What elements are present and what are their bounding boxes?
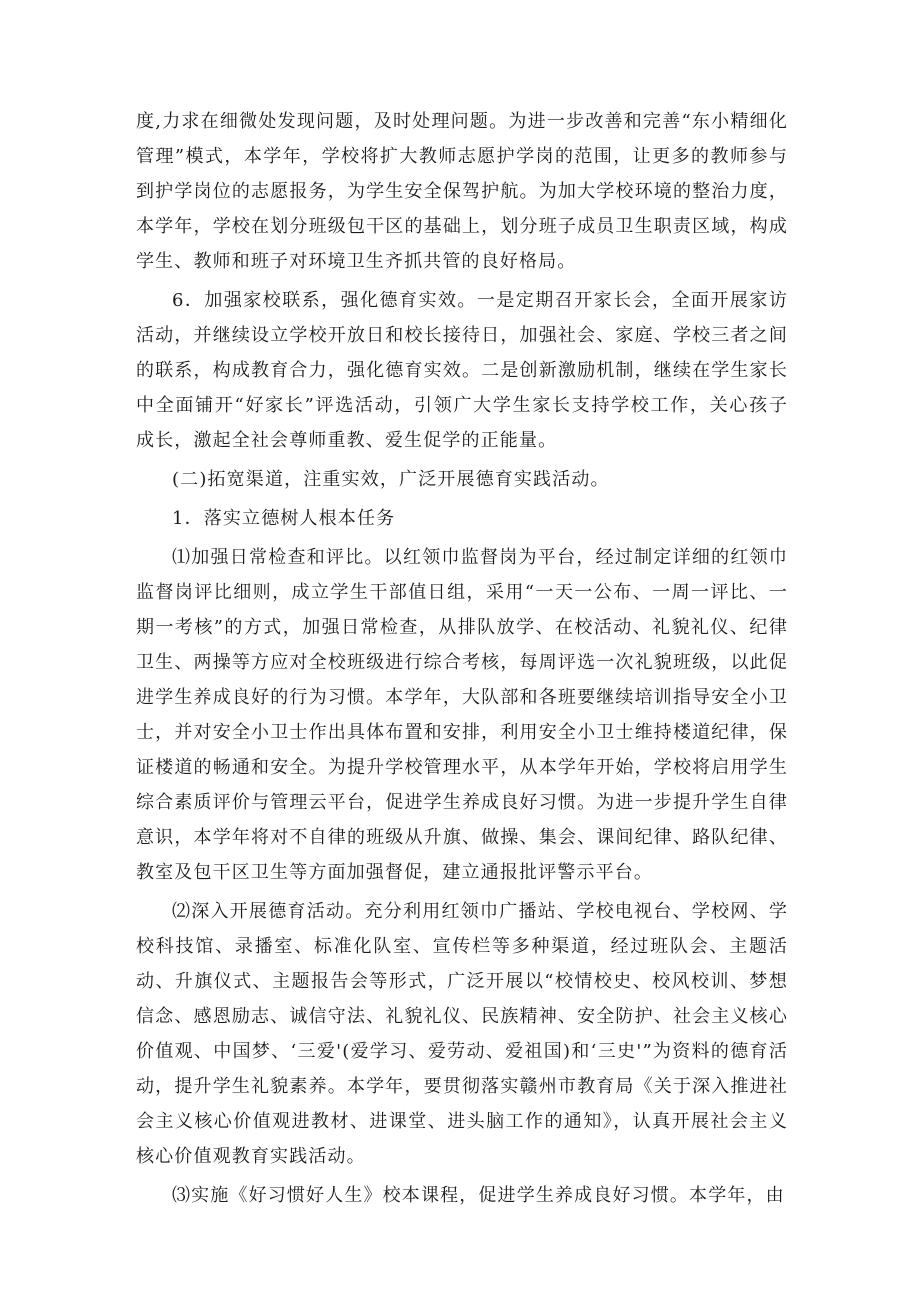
subheading-moral-education-task: 1．落实立德树人根本任务: [172, 508, 396, 529]
paragraph-moral-activities: ⑵深入开展德育活动。充分利用红领巾广播站、学校电视台、学校网、学校科技馆、录播室、标准化队室、宣传栏等多种渠道，经过班队会、主题活动、升旗仪式、主题报告会等形式，广泛开展以“校情校史、校风校训、梦想信念、感恩励志、诚信守法、礼貌礼仪、民族精神、安全防护、社会主义核心价值观、中国梦、‘三爱'(爱学习、爱劳动、爱祖国)和‘三史'”为资料的德育活动，提升学生礼貌素养。本学年，要贯彻落实赣州市教育局《关于深入推进社会主义核心价值观进教材、进课堂、进头脑工作的通知》，认真开展社会主义核心价值观教育实践活动。: [136, 901, 788, 1167]
paragraph-home-school-link: 6．加强家校联系，强化德育实效。一是定期召开家长会，全面开展家访活动，并继续设立学校开放日和校长接待日，加强社会、家庭、学校三者之间的联系，构成教育合力，强化德育实效。二是创新激励机制，继续在学生家长中全面铺开“好家长”评选活动，引领广大学生家长支持学校工作，关心孩子成长，激起全社会尊师重教、爱生促学的正能量。: [136, 290, 788, 451]
paragraph-management-model: 度,力求在细微处发现问题，及时处理问题。为进一步改善和完善“东小精细化管理”模式，本学年，学校将扩大教师志愿护学岗的范围，让更多的教师参与到护学岗位的志愿报务，为学生安全保驾护航。为加大学校环境的整治力度，本学年，学校在划分班级包干区的基础上，划分班子成员卫生职责区域，构成学生、教师和班子对环境卫生齐抓共管的良好格局。: [136, 111, 788, 272]
paragraph-daily-inspection: ⑴加强日常检查和评比。以红领巾监督岗为平台，经过制定详细的红领巾监督岗评比细则，成立学生干部值日组，采用“一天一公布、一周一评比、一期一考核”的方式，加强日常检查，从排队放学、在校活动、礼貌礼仪、纪律卫生、两操等方应对全校班级进行综合考核，每周评选一次礼貌班级，以此促进学生养成良好的行为习惯。本学年，大队部和各班要继续培训指导安全小卫士，并对安全小卫士作出具体布置和安排，利用安全小卫士维持楼道纪律，保证楼道的畅通和安全。为提升学校管理水平，从本学年开始，学校将启用学生综合素质评价与管理云平台，促进学生养成良好习惯。为进一步提升学生自律意识，本学年将对不自律的班级从升旗、做操、集会、课间纪律、路队纪律、教室及包干区卫生等方面加强督促，建立通报批评警示平台。: [136, 547, 788, 883]
section-heading-practice-activities: (二)拓宽渠道，注重实效，广泛开展德育实践活动。: [172, 469, 610, 490]
paragraph-good-habits-course: ⑶实施《好习惯好人生》校本课程，促进学生养成良好习惯。本学年，由: [172, 1185, 785, 1206]
